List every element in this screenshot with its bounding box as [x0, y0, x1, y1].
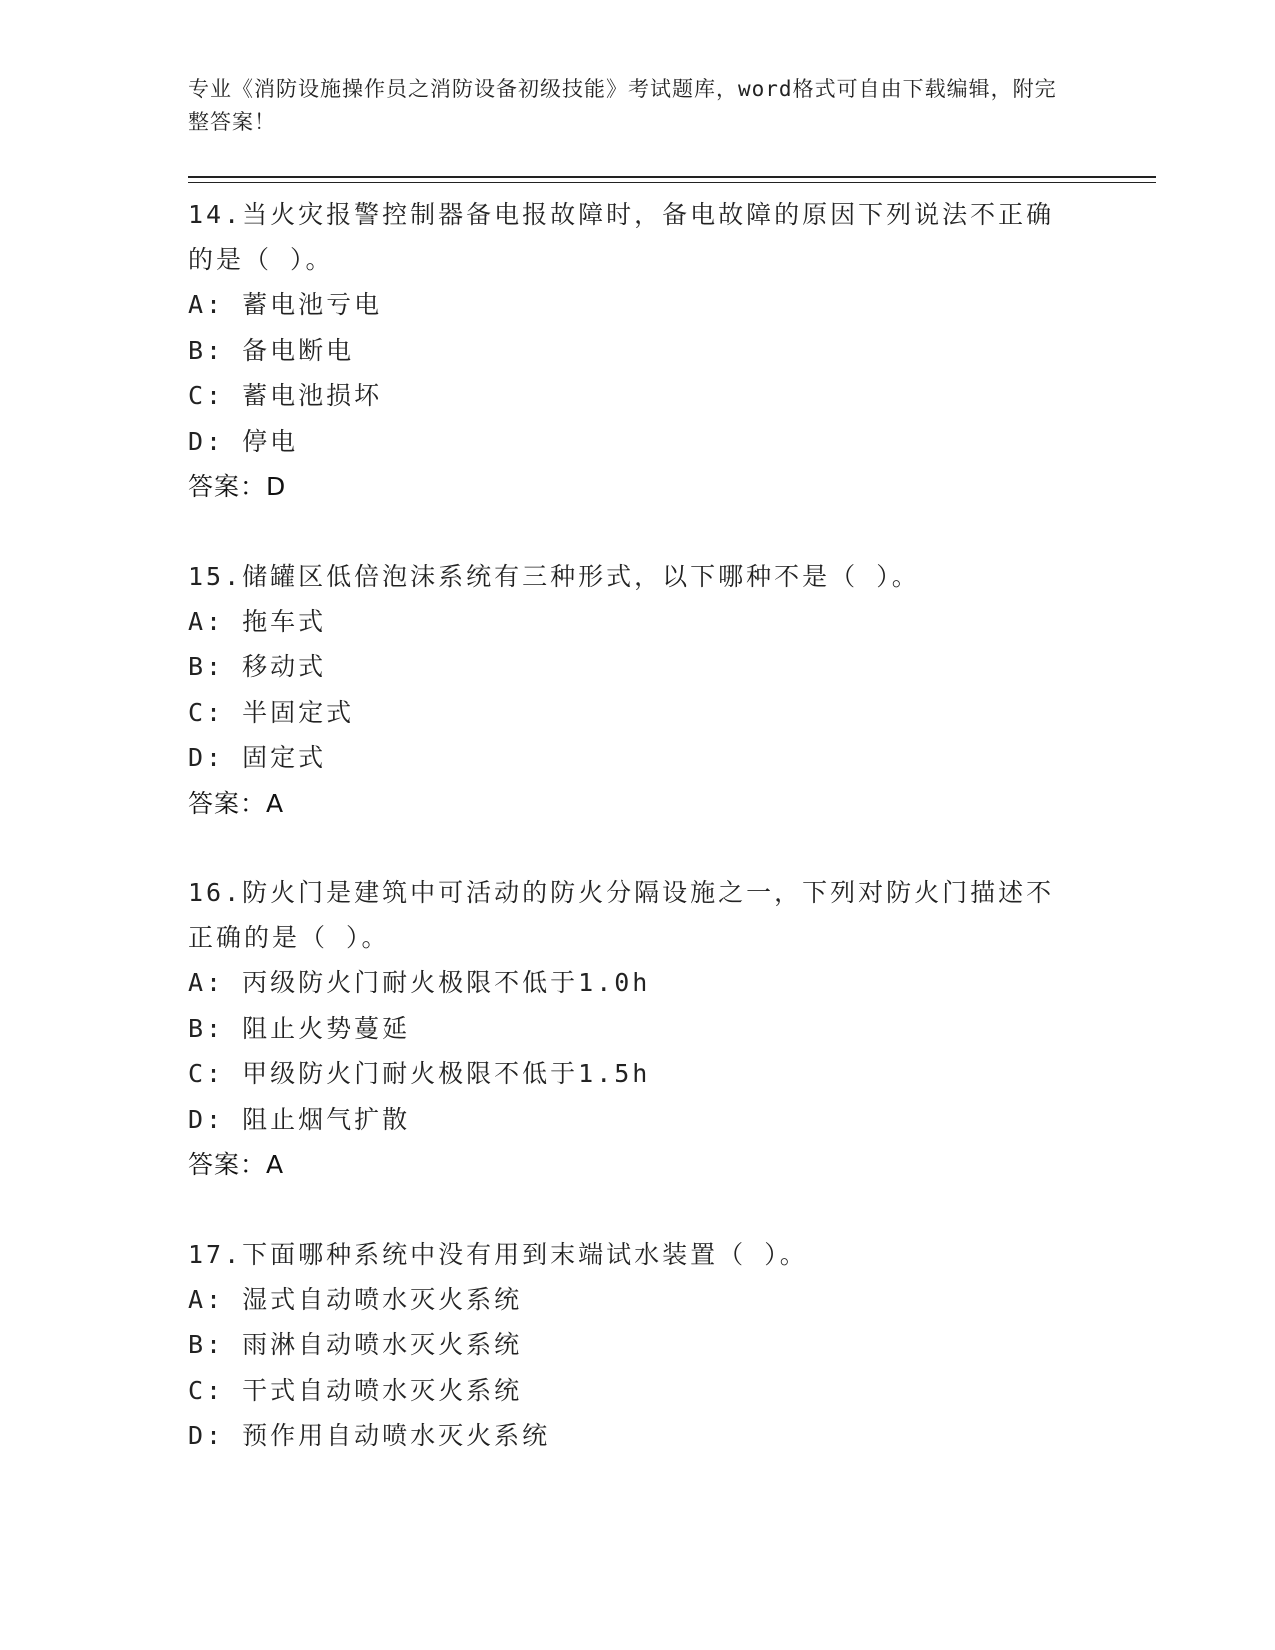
question-stem-continued: 正确的是（ ）。 — [188, 923, 390, 952]
header-divider-thin — [188, 182, 1156, 183]
option-b: B: 备电断电 — [188, 335, 355, 365]
answer-line: 答案：A — [188, 788, 285, 818]
option-a: A: 丙级防火门耐火极限不低于1.0h — [188, 968, 651, 997]
question-14 — [188, 192, 1088, 510]
option-d: D: 固定式 — [188, 743, 327, 772]
question-stem-continued: 的是（ ）。 — [188, 245, 334, 274]
option-d: D: 预作用自动喷水灭火系统 — [188, 1421, 551, 1450]
header-intro-text: 专业《消防设施操作员之消防设备初级技能》考试题库，word格式可自由下载编辑，附完整答案！ — [188, 77, 1057, 134]
option-d: D: 停电 — [188, 426, 299, 456]
option-b: B: 阻止火势蔓延 — [188, 1013, 411, 1043]
question-stem: 15.储罐区低倍泡沫系统有三种形式，以下哪种不是（ ）。 — [188, 561, 920, 591]
question-stem: 16.防火门是建筑中可活动的防火分隔设施之一，下列对防火门描述不 — [188, 878, 1055, 907]
document-header — [188, 73, 1068, 139]
answer-line: 答案：D — [188, 472, 287, 501]
question-spacer — [188, 826, 1088, 870]
option-c: C: 蓄电池损坏 — [188, 381, 383, 410]
question-spacer — [188, 1188, 1088, 1232]
question-spacer — [188, 510, 1088, 554]
option-a: A: 蓄电池亏电 — [188, 290, 383, 319]
question-stem: 17.下面哪种系统中没有用到末端试水装置（ ）。 — [188, 1239, 808, 1269]
question-stem: 14.当火灾报警控制器备电报故障时，备电故障的原因下列说法不正确 — [188, 200, 1055, 229]
option-b: B: 雨淋自动喷水灭火系统 — [188, 1330, 523, 1359]
option-c: C: 干式自动喷水灭火系统 — [188, 1375, 523, 1405]
question-16 — [188, 870, 1088, 1188]
option-c: C: 甲级防火门耐火极限不低于1.5h — [188, 1059, 651, 1088]
question-list — [188, 192, 1088, 1459]
option-c: C: 半固定式 — [188, 697, 355, 727]
question-17 — [188, 1232, 1088, 1459]
option-a: A: 湿式自动喷水灭火系统 — [188, 1284, 523, 1314]
option-d: D: 阻止烟气扩散 — [188, 1104, 411, 1134]
question-15 — [188, 554, 1088, 827]
header-divider-thick — [188, 176, 1156, 178]
answer-line: 答案：A — [188, 1150, 285, 1179]
option-b: B: 移动式 — [188, 652, 327, 681]
option-a: A: 拖车式 — [188, 606, 327, 636]
